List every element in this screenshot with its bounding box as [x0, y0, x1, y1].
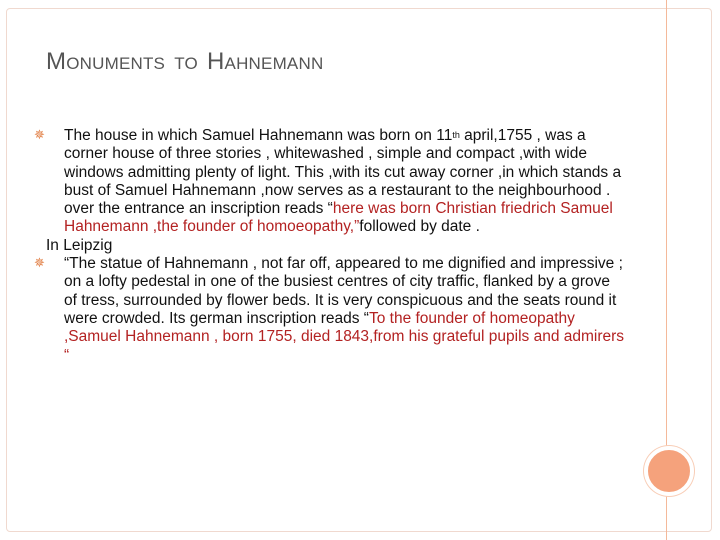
title-initial: H [206, 48, 225, 75]
bullet-icon: ✵ [34, 255, 45, 271]
bullet-text: The house in which Samuel Hahnemann was born on 11 [64, 127, 453, 144]
inscription-quote: here was born Christian friedrich Samuel Hahnemann ,the founder of homoeopathy,” [64, 200, 613, 236]
ordinal-suffix: th [452, 130, 460, 140]
title-word: TO [174, 54, 198, 73]
title-word: ONUMENTS [66, 54, 166, 73]
bullet-icon: ✵ [34, 127, 45, 142]
decorative-circle [644, 446, 694, 496]
bullet-item-statue [26, 255, 626, 365]
inscription-quote: To the founder of homeopathy ,Samuel Hahnemann , born 1755, died 1843,from his grateful pupils and admirers “ [64, 309, 625, 364]
title-initial: M [46, 48, 67, 75]
bullet-text: followed by date . [359, 218, 480, 236]
bullet-item-birthplace [26, 127, 626, 237]
slide-body [26, 127, 626, 365]
bullet-text: “The statue of Hahnemann , not far off, appeared to me dignified and impressive ; on a lofty pedestal in one of the busiest centres of city traffic, flanked by a grove of tress, surrounded by flower beds. It is very conspicuous and the seats round it were crowded. Its german inscription reads “ [64, 255, 623, 327]
bullet-text: april,1755 , was a corner house of three stories , whitewashed , simple and compact ,with wide windows admitting plenty of light. This ,with its cut away corner ,in which stands a bust of Samuel Hahnemann ,now serves as a restaurant to the neighbourhood . over the entrance an inscription reads “ [64, 127, 622, 218]
slide-title [46, 40, 323, 77]
title-word: AHNEMANN [224, 54, 324, 73]
location-line: In Leipzig [46, 236, 113, 254]
